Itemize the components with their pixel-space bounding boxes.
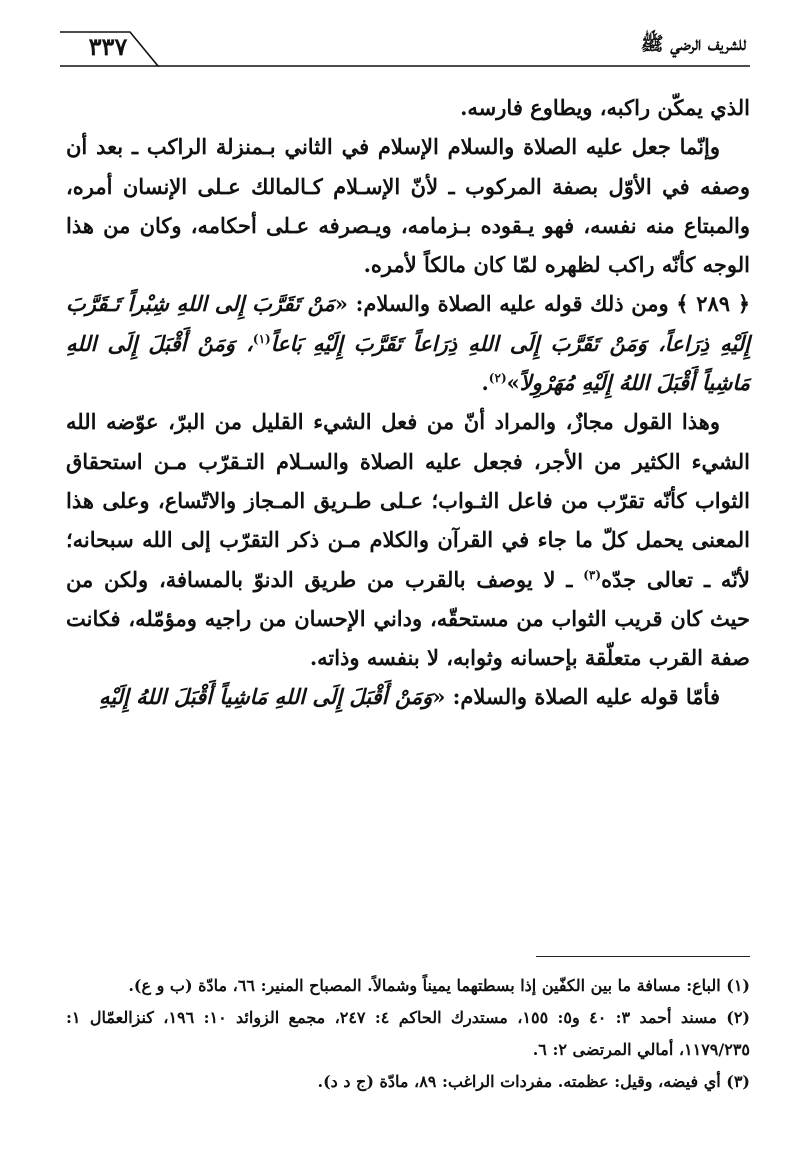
- footnote-3: (٣) أي فيضه، وقيل: عظمته. مفردات الراغب: ٨٩، مادّة (ج د د).: [317, 1072, 750, 1091]
- footnotes: [66, 970, 750, 1098]
- footnote-ref-3: (٣): [583, 567, 602, 582]
- paragraph-4: [66, 402, 750, 677]
- hadith-quote-continued: ، وَمَنْ أَقْبَلَ إِلَى اللهِ مَاشِياً أَقْبَلَ اللهُ إِلَيْهِ مُهَرْوِلاً: [66, 330, 750, 396]
- sentence-end: .: [481, 370, 489, 396]
- paragraph-5: [66, 677, 750, 716]
- paragraph-5-quote: وَمَنْ أَقْبَلَ إِلَى اللهِ مَاشِياً أَقْبَلَ اللهُ إِلَيْهِ: [99, 684, 433, 710]
- page-header: [60, 26, 750, 72]
- paragraph-5-intro: فأمّا قوله عليه الصلاة والسلام: «: [432, 684, 720, 710]
- footnote-1: (١) الباع: مسافة ما بين الكفّين إذا بسطتهما يميناً وشمالاً. المصباح المنير: ٦٦، مادّة (ب و ع).: [128, 976, 750, 995]
- paragraph-3: [66, 284, 750, 402]
- page-number: ٣٣٧: [88, 32, 128, 61]
- paragraph-4-text-a: وهذا القول مجازٌ، والمراد أنّ من فعل الشيء القليل من البرّ، عوّضه الله الشيء الكثير من الأجر، فجعل عليه الصلاة والسـلام التـقرّب مـن استحقاق الثواب كأنّه تقرّب من فاعل الثـواب؛ عـلى طـريق المـجاز والاتّساع، وعلى هذا المعنى يحمل كلّ ما جاء في القرآن والكلام مـن ذكر التقرّب إلى الله سبحانه؛ لأنّه ـ تعالى جدّه: [66, 409, 750, 592]
- paragraph-1: الذي يمكّن راكبه، ويطاوع فارسه.: [460, 95, 750, 120]
- footnote-2: (٢) مسند أحمد ٣: ٤٠ و٥: ١٥٥، مستدرك الحاكم ٤: ٢٤٧، مجمع الزوائد ١٠: ١٩٦، كنزالعمّال ١: ١١٧٩/٢٣٥، أمالي المرتضى ٢: ٦.: [66, 1008, 750, 1059]
- quote-close: »: [506, 370, 520, 396]
- running-title: للشريف الرضي ﷺ: [640, 33, 746, 55]
- hadith-quote: مَنْ تَقَرَّبَ إِلى اللهِ شِبْراً تَـقَرَّبَ إِلَيْهِ ذِرَاعاً، وَمَنْ تَقَرَّبَ إِلَى اللهِ ذِرَاعاً تَقَرَّبَ إِلَيْهِ بَاعاً: [66, 291, 750, 356]
- main-text: [66, 88, 750, 717]
- paragraph-2: وإنّما جعل عليه الصلاة والسلام الإسلام في الثاني بـمنزلة الراكب ـ بعد أن وصفه في الأوّل بصفة المركوب ـ لأنّ الإسـلام كـالمالك عـلى الإنسان أمره، والمبتاع منه نفسه، فهو يـقوده بـزمامه، ويـصرفه عـلى أحكامه، وكان من هذا الوجه كأنّه راكب لظهره لمّا كان مالكاً لأمره.: [66, 134, 750, 278]
- paragraph-4-text-b: ـ لا يوصف بالقرب من طريق الدنوّ بالمسافة، ولكن من حيث كان قريب الثواب من مستحقّه، وداني الإحسان من راجيه ومؤمّله، فكانت صفة القرب متعلّقة بإحسانه وثوابه، لا بنفسه وذاته.: [66, 566, 750, 671]
- entry-number: ﴿ ٢٨٩ ﴾: [676, 291, 751, 317]
- quote-intro: ومن ذلك قوله عليه الصلاة والسلام: «: [334, 291, 669, 317]
- footnote-separator: [536, 956, 750, 957]
- footnote-ref-2: (٢): [488, 371, 507, 386]
- footnote-ref-1: (١): [252, 331, 271, 346]
